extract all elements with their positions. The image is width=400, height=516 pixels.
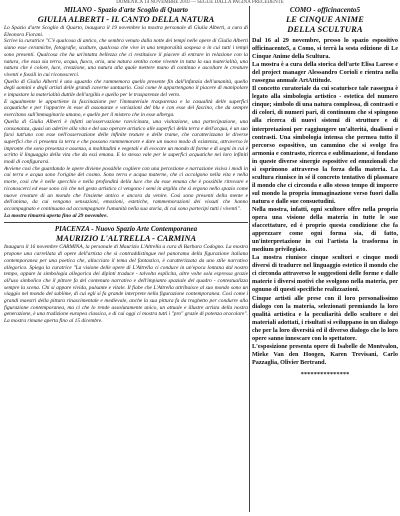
como-paragraph: Nella mostra, infatti, ogni scultore offre nella propria opera una visione della materia in tutte le sue sfaccettature, ed è proprio questa condizione che fa apprezzare come ogni forma sia, di fatto, un'interpretazione in cui l'artista la trasforma in medium privilegiato. (252, 205, 398, 254)
milano-article (4, 25, 248, 219)
como-paragraph: Cinque artisti alle prese con il loro personalissimo dialogo con la materia, selezionati premiando la loro qualità artistica e la peculiarità dello scultore e dei materiali adottati, i risultati si sviluppano in un dialogo che per la loro diversità ed il diverso dialogo che lo loro opere sanno innescare con lo spettatore. (252, 294, 398, 342)
milano-paragraph: Scrive la curatrice "C'è qualcosa di antico, che sembra venuto dalla notte dei tempi nelle opere di Giulia Alberti siano esse ceramiche, fotografie, sculture, qualcosa che vive in una temporalità sospesa o in cui tutti i tempi sono presenti. Qualcosa che ha un'intatta bellezza che ci restituisce il piacere di entrare in relazione con la natura, che essa sia terra, acqua, fuoco, aria, una natura sentita come vivente in tutta la sua materialità, una natura che è colore, luce, creazione, una natura alla quale mettere mano di continuo e ascoltare le creature viventi e fossili in cui riconoscerci. (4, 38, 248, 78)
piacenza-header-line1: PIACENZA - Nuovo Spazio Arte Contemporanea (54, 225, 198, 234)
como-header-line1: COMO - officinacento5 (289, 6, 361, 14)
piacenza-article (4, 244, 248, 324)
section-divider (4, 222, 248, 223)
milano-paragraph: E ugualmente le appartiene la fascinazione per l'immateriale trasparenza e la casualità delle superfici acquatiche e per l'apparire in esse di assonanze e variazioni del blu e con esse del fascino, che da sempre esercitano sull'immaginario umano, e quello per il mistero che in esse alberga. (4, 98, 248, 119)
milano-paragraph: Avviene così che guardando le opere diviene possibile cogliere con una percezione e narrazione visiva i modi in cui terra e acqua sono l'origine del cosmo. Sono terra e acqua materne, che ci accolgono nella vita e nella morte, così che è nelle specchio e nella profondità della luce che da esse emana che è possibile ritrovare e riconoscerci ed esse sono ciò che nel gesto artistico ci vengono i semi in argilla che si ergono nello spazio come nuove creature di un mondo che l'insieme antico e ancora da venire. Così sono presenti della mente e dell'anima, da cui vengono sensazioni, emozioni, estetiche, rammemorazioni dei vissuti che hanno accompagnato e continuano ad accompagnare l'umanità nella sua storia, di cui sono partecipi tutti i viventi". (4, 165, 248, 212)
como-paragraph: La mostra riunisce cinque scultori e cinque modi diversi di tradurre nel linguaggio estetico il mondo che ci circonda attraverso le suggestioni delle forme e dalle materie i diversi motivi che svolgono nella materia, per ognuno di questi specifiche realizzazioni. (252, 254, 398, 294)
milano-header (4, 6, 248, 25)
left-column (4, 6, 248, 512)
piacenza-header (4, 225, 248, 244)
continuation-line: DOMENICA 14 NOVEMBRE 2010 — SEGUE DALLA PAGINA PRECEDENTE (116, 0, 284, 5)
como-header-title-1: LE CINQUE ANIME (285, 15, 365, 24)
milano-paragraph: Quello di Giulia Alberti è uno sguardo che rammemora quello presente fin dall'infanzia dell'umanità, quello degli uomini e degli artisti delle grandi caverne santuario. Così come le appartengono il piacere di manipolare e impastare la materialità duttile dell'argilla e quello per le trasparenze del vetro. (4, 78, 248, 99)
milano-paragraph: Lo Spazio d'arte Scoglio di Quarto, inaugura il 19 novembre la mostra personale di Giulia Alberti, a cura di Eleonora Fiorani. (4, 25, 248, 38)
milano-closing-date: La mostra rimarrà aperta fino al 29 novembre. (4, 212, 108, 219)
como-paragraph: La mostra è a cura della storica dell'arte Elisa Larese e del project manager Alessandro Corioli e rientra nella rassegna annuale ArtAttitude. (252, 61, 398, 85)
end-stars: *************** (300, 370, 350, 378)
como-paragraph: L'esposizione presenta opere di Isabelle de Montvalon, Mieke Van den Hoogen, Karen Trevisani, Carlo Pazzaglia, Olivier Bertrand. (252, 342, 398, 366)
piacenza-paragraph: Inaugura il 16 novembre CARMINA, la personale di Maurizio L'Altrella a cura di Barbara Codogno. La mostra propone una carrellata di opere dell'artista che si contraddistingue nel panorama della figurazione italiana contemporanea per una poetica che, allacciato il tema del fantastico, è caratterizzata da uno stile narrativo allegorico. Spiega la curatrice "La visione delle opere di L'Altrella ci conduce in un'epoca lontana dal nostro tempo, oppure la simbologia allegorica dei dipinti traduce - talvolta esplicita, altre volte sola espressa grazie all'uso simbolico che il pittore fa del contenuto narrativo e dell'impianto spaziale del quadro - contestualizza sempre la scena. Chi si appare vivida, pulsante e vitale. Il fiabe che L'Altrella attribuisce al suo mondo sono un viaggio nel mondo del sublime, di cui egli si fa grande interprete nella figurazione contemporanea. Così come i grandi maestri della pittura rinascimentale e medievale, anche la sua pittura fa da traghetto per condurre alla figurazione contemporanea, ma ci che lo rende assolutamente unico, un attuale e illustre artista della nostra generazione, è una tradizione europea classica, e di cui oggi ci mostra tutti i "pro" grazie di potenza oracolare". La mostra rimane aperta fino al 15 dicembre. (4, 244, 248, 325)
como-paragraph: Il concetto curatoriale da cui scaturisce tale rassegna è legato alla simbologia artistico - estetica del numero cinque; simbolo di una natura complessa, di contrasti e di colori, di numeri pari, di continuum che si spingono alla ricerca di nuovi sistemi di strutture e di interpretazioni per raggiungere un'alterità, dualismi e contrasti. Una simbologia intensa che permea tutto il percorso espositivo, un cammino che si svolge fra armonia e contrasto, ricerca e sublimazione, si fondano in queste diverse sinergie espositive ed emozionali che si esprimono attraverso la forza della materia. La scultura riunisce in sé il concreto tentativo di plasmare il mondo che ci circonda e allo stesso tempo di imporre sul mondo la propria immaginazione verso fuori dalla natura e dalle sue consuetudini. (252, 85, 398, 205)
milano-paragraph: Quella di Giulia Alberti è infatti un'osservazione ravvicinata, una visitazione, una partecipazione, una consonanza, quasi un aderire alla vita e del suo operare artistico alle superfici della terra e dell'acqua, è un suo farsi tutt'uno con esse nell'osservazione delle infinite texture e delle trame, che caratterizzano le diverse superfici che ci presenta la terra e che possono rammemorare e dare un nuovo modo di esistenza, attraverso le impronte che sono presenza e assenza, a moltitudini e vegetali e di evocare un mondo di forme e di segni in cui è scritto il linguaggio della vita che da essi emana. E lo stesso vale per le superfici acquatiche nei loro infiniti modi di configurarsi. (4, 118, 248, 166)
como-paragraph: Dal 16 al 29 novembre, presso lo spazio espositivo officinacento5, a Como, si terrà la sesta edizione di Le Cinque Anime della Scultura. (252, 37, 398, 61)
column-divider (249, 6, 250, 512)
milano-header-line1: MILANO - Spazio d'arte Scoglio di Quarto (63, 6, 189, 14)
como-header (252, 6, 398, 35)
milano-header-title: GIULIA ALBERTI - IL CANTO DELLA NATURA (37, 15, 215, 24)
como-header-title-2: DELLA SCULTURA (287, 25, 363, 34)
como-article (252, 37, 398, 379)
piacenza-header-title: MAURIZIO L'ALTRELLA - CARMINA (55, 234, 197, 244)
right-column (252, 6, 398, 512)
